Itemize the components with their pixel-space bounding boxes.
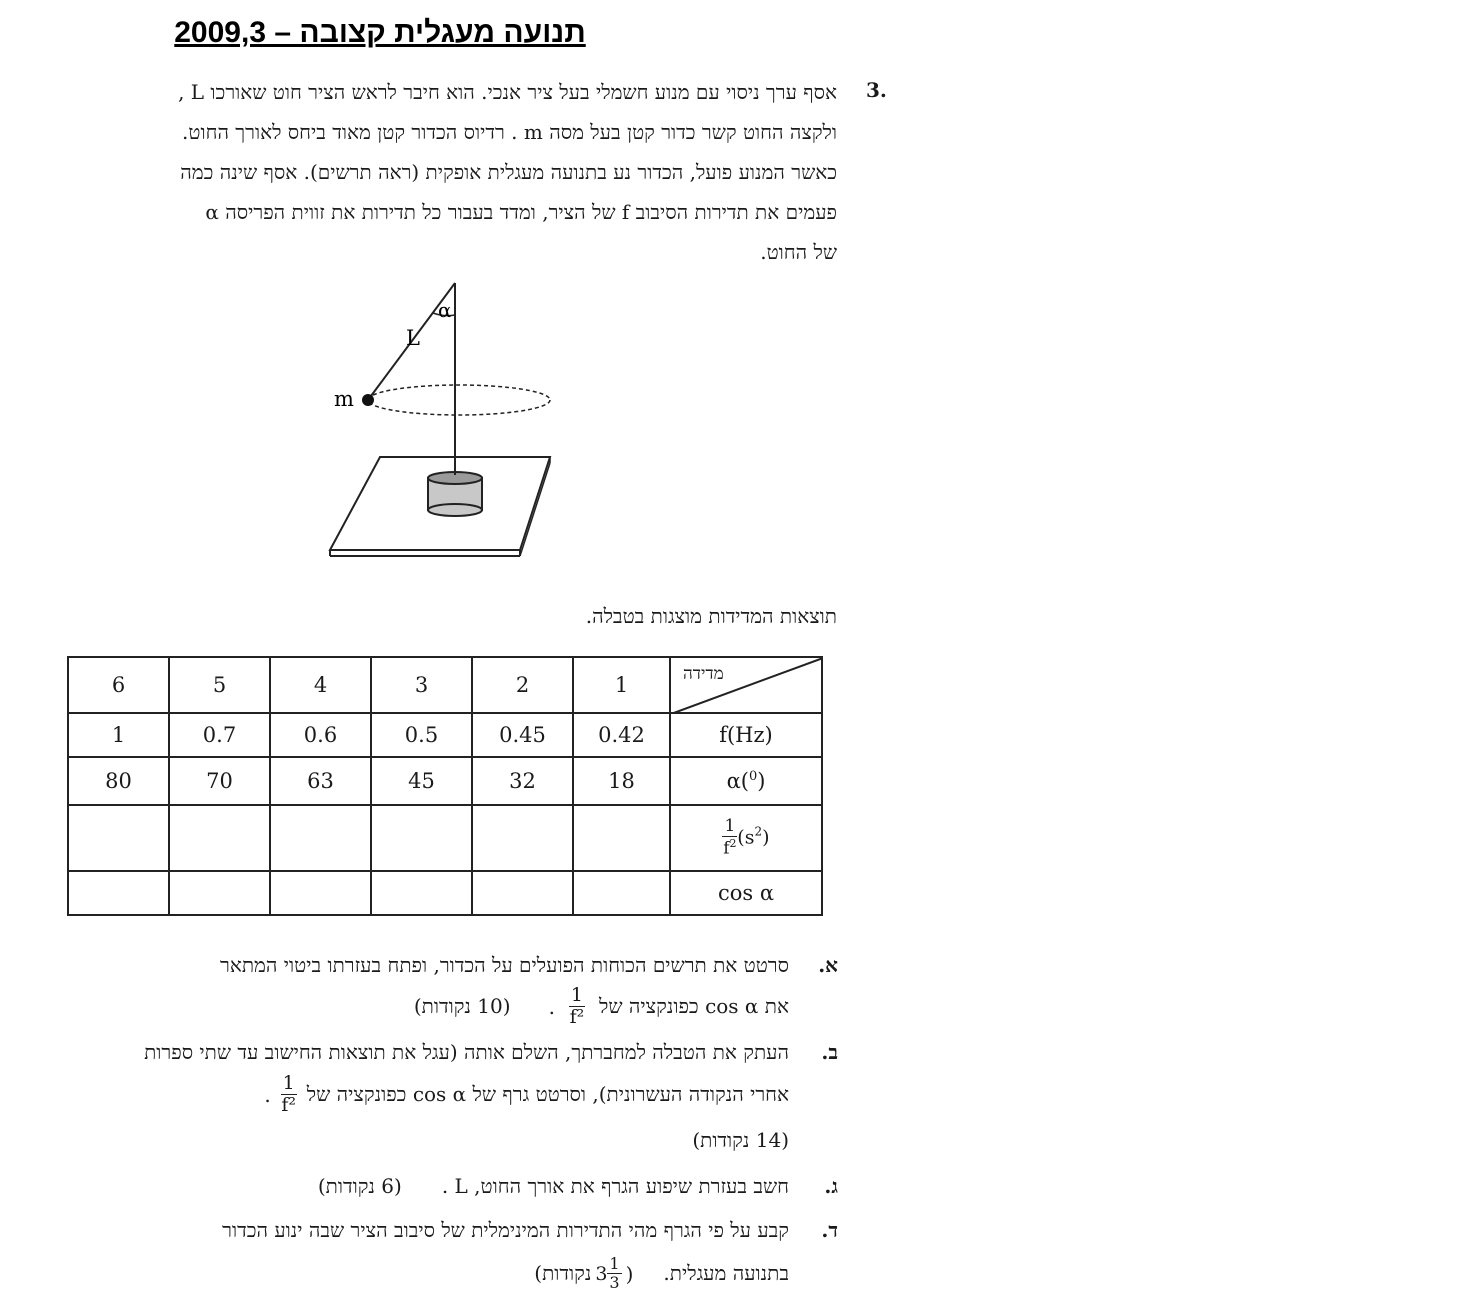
part-c-label: ג.: [824, 1174, 838, 1198]
cos-cell-2: [472, 871, 573, 915]
page-title: תנועה מעגלית קצובה – 2009,3: [174, 16, 586, 49]
alpha-label: α: [438, 298, 452, 322]
inv-f2-cell-5: [169, 805, 270, 871]
intro-line-2: ולקצה החוט קשר כדור קטן בעל מסה m . רדיוס הכדור קטן מאוד ביחס לאורך החוט.: [182, 120, 837, 144]
cos-cell-6: [68, 871, 169, 915]
measurements-table: [67, 656, 823, 916]
part-a-line-2-text: את cos α כפונקציה של: [599, 994, 789, 1018]
f-cell-3: 0.5: [371, 713, 472, 757]
part-d-line-1: קבע על פי הגרף מהי התדירות המינימלית של סיבוב הציר שבה ינוע הכדור: [222, 1218, 789, 1242]
table-row-alpha: [68, 757, 822, 805]
ball-m: [362, 394, 374, 406]
alpha-cell-6: 80: [68, 757, 169, 805]
motor-cylinder: [428, 472, 482, 516]
intro-line-4: פעמים את תדירות הסיבוב f של הציר, ומדד בעבור כל תדירות את זווית הפריסה α: [205, 200, 837, 224]
part-b-points: (14 נקודות): [692, 1128, 789, 1152]
table-caption: תוצאות המדידות מוצגות בטבלה.: [585, 604, 837, 628]
col-header-6: 6: [68, 657, 169, 713]
inv-f2-row-label: $\frac{1}{f^2}$ $(s^2)$: [670, 805, 822, 871]
corner-cell: [670, 657, 822, 713]
f-cell-5: 0.7: [169, 713, 270, 757]
part-c-points: (6 נקודות): [317, 1174, 402, 1198]
table-row-header: [68, 657, 822, 713]
circular-path: [368, 385, 550, 415]
part-b-fraction: $\frac{1}{\text{f²}}$: [281, 1072, 297, 1116]
part-a-line-2: [414, 986, 789, 1027]
L-label: L: [406, 326, 420, 350]
alpha-row-label: α($^0$): [670, 757, 822, 805]
alpha-cell-4: 63: [270, 757, 371, 805]
cos-cell-1: [573, 871, 670, 915]
inv-f2-cell-2: [472, 805, 573, 871]
part-a-line-1: סרטט את תרשים הכוחות הפועלים על הכדור, ופתח בעזרתו ביטוי המתאר: [220, 953, 789, 977]
inv-f2-cell-3: [371, 805, 472, 871]
table-row-cos: [68, 871, 822, 915]
inv-f2-cell-1: [573, 805, 670, 871]
cos-row-label: cos α: [670, 871, 822, 915]
cos-cell-3: [371, 871, 472, 915]
conical-pendulum-figure: [320, 275, 560, 565]
part-b-label: ב.: [821, 1040, 838, 1064]
alpha-cell-5: 70: [169, 757, 270, 805]
col-header-5: 5: [169, 657, 270, 713]
inv-f2-cell-6: [68, 805, 169, 871]
part-d-mixed-number: 3 $\frac{1}{3}$: [595, 1254, 620, 1292]
inv-f2-cell-4: [270, 805, 371, 871]
f-cell-1: 0.42: [573, 713, 670, 757]
f-cell-2: 0.45: [472, 713, 573, 757]
part-b-line-2: [264, 1074, 789, 1115]
table-row-f: [68, 713, 822, 757]
part-b-line-2-text: אחרי הנקודה העשרונית), וסרטט גרף של cos α כפונקציה של: [306, 1082, 789, 1106]
part-a-label: א.: [818, 953, 838, 977]
intro-line-1: אסף ערך ניסוי עם מנוע חשמלי בעל ציר אנכי. הוא חיבר לראש הציר חוט שאורכו L ,: [178, 80, 837, 104]
part-c-line: [318, 1174, 789, 1199]
m-label: m: [334, 387, 354, 411]
f-cell-4: 0.6: [270, 713, 371, 757]
intro-line-5: של החוט.: [760, 240, 837, 264]
part-b-period: .: [264, 1082, 271, 1107]
alpha-cell-2: 32: [472, 757, 573, 805]
f-row-label: f(Hz): [670, 713, 822, 757]
col-header-2: 2: [472, 657, 573, 713]
part-d-line-2: [534, 1256, 789, 1291]
part-b-line-1: העתק את הטבלה למחברתך, השלם אותה (עגל את תוצאות החישוב עד שתי ספרות: [144, 1040, 789, 1064]
intro-line-3: כאשר המנוע פועל, הכדור נע בתנועה מעגלית אופקית (ראה תרשים). אסף שינה כמה: [180, 160, 837, 184]
part-a-fraction: $\frac{1}{\text{f²}}$: [569, 984, 585, 1028]
part-d-points: ( 3 $\frac{1}{3}$ נקודות): [534, 1254, 634, 1292]
alpha-cell-3: 45: [371, 757, 472, 805]
f-cell-6: 1: [68, 713, 169, 757]
col-header-3: 3: [371, 657, 472, 713]
cos-cell-4: [270, 871, 371, 915]
alpha-cell-1: 18: [573, 757, 670, 805]
corner-label: מדידה: [683, 664, 724, 684]
question-number: 3.: [866, 78, 887, 102]
part-d-line-2-text: בתנועה מעגלית.: [663, 1261, 789, 1285]
part-a-points: (10 נקודות): [413, 994, 511, 1018]
part-c-text: חשב בעזרת שיפוע הגרף את אורך החוט, L .: [441, 1174, 789, 1198]
cos-cell-5: [169, 871, 270, 915]
part-a-period: .: [548, 994, 555, 1019]
col-header-4: 4: [270, 657, 371, 713]
col-header-1: 1: [573, 657, 670, 713]
part-d-label: ד.: [821, 1218, 838, 1242]
table-row-inv-f2: [68, 805, 822, 871]
